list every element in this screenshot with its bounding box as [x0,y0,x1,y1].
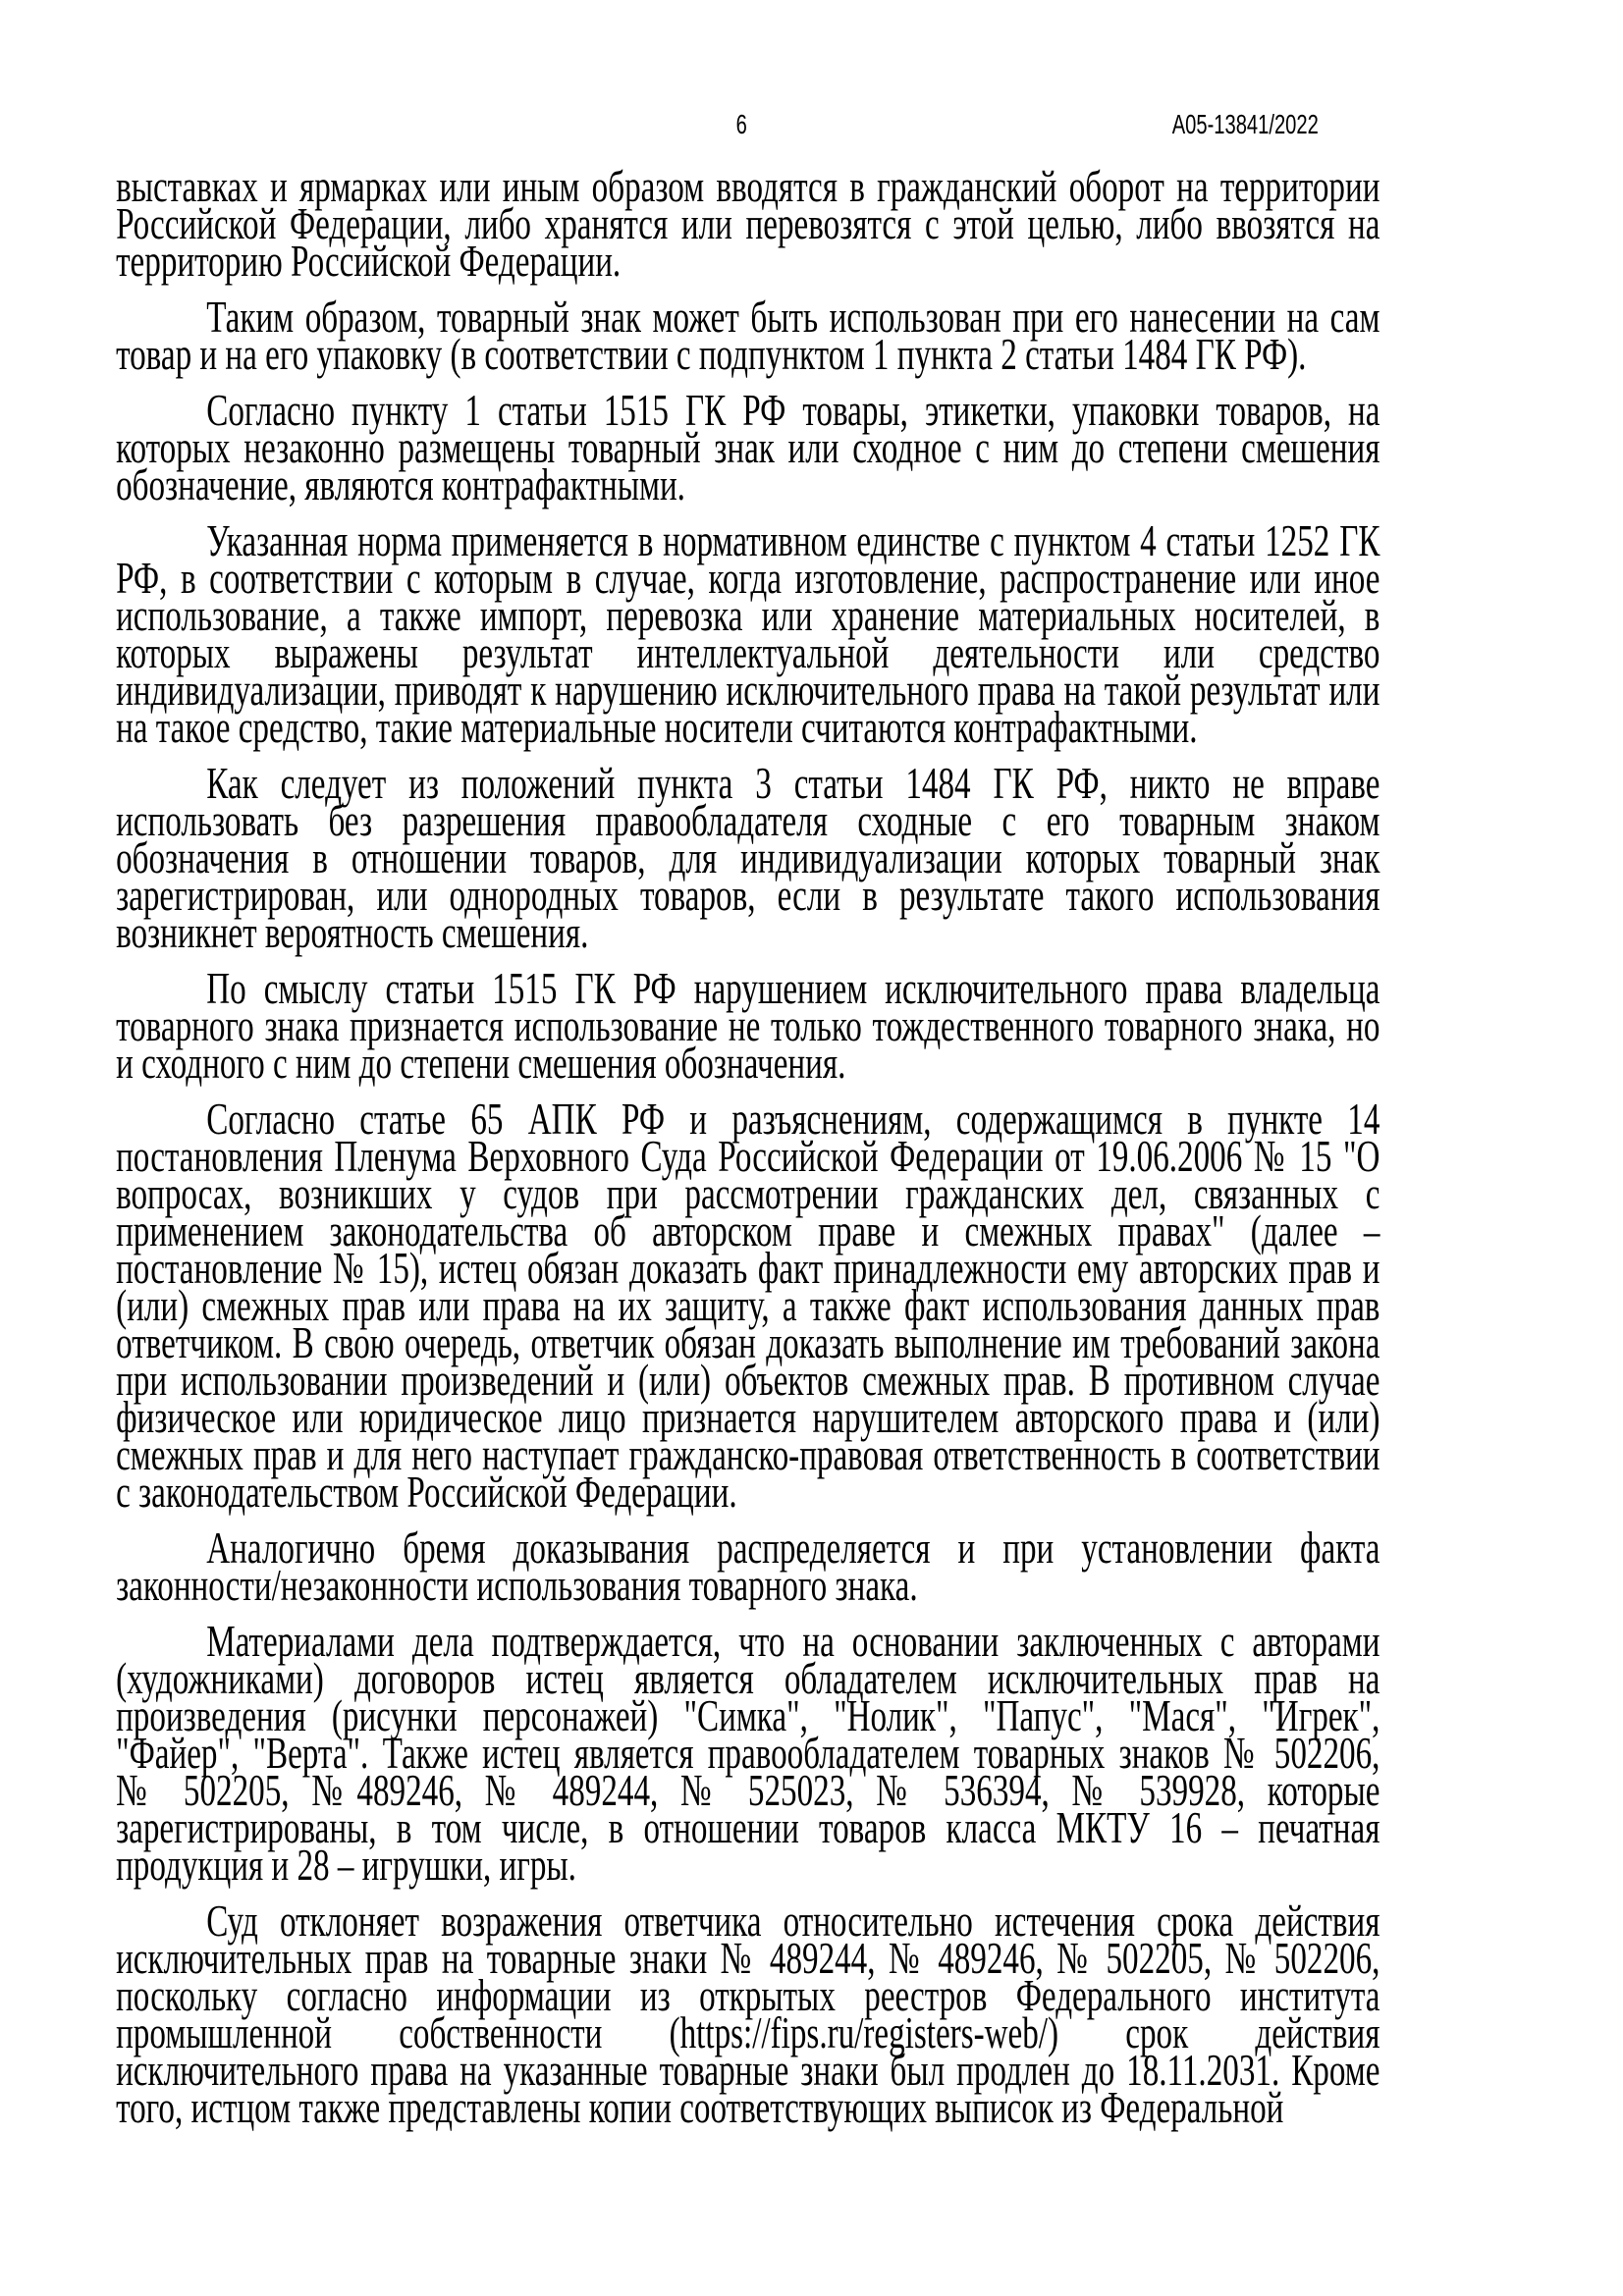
page-number: 6 [735,109,747,139]
paragraph: Аналогично бремя доказывания распределяется и при установлении факта законности/незаконности использования товарного знака. [116,1522,1380,1610]
case-number: А05-13841/2022 [1171,109,1319,139]
paragraph: Указанная норма применяется в нормативном единстве с пунктом 4 статьи 1252 ГК РФ, в соответствии с которым в случае, когда изготовление, распространение или иное использование, а также импорт, перевозка или хранение материальных носителей, в которых выражены результат интеллектуальной деятельности или средство индивидуализации, приводят к нарушению исключительного права на такой результат или на такое средство, такие материальные носители считаются контрафактными. [116,515,1380,752]
paragraph: Суд отклоняет возражения ответчика относительно истечения срока действия исключительных прав на товарные знаки № 489244, № 489246, № 502205, № 502206, поскольку согласно информации из открытых реестров Федерального института промышленной собственности (https://fips.ru/registers-web/) срок действия исключительного права на указанные товарные знаки был продлен до 18.11.2031. Кроме того, истцом также представлены копии соответствующих выписок из Федеральной [116,1896,1380,2132]
paragraph: По смыслу статьи 1515 ГК РФ нарушением исключительного права владельца товарного знака признается использование не только тождественного товарного знака, но и сходного с ним до степени смешения обозначения. [116,963,1380,1088]
page-header [116,111,1380,150]
paragraph: Согласно статье 65 АПК РФ и разъяснениям, содержащимся в пункте 14 постановления Пленума Верховного Суда Российской Федерации от 19.06.2006 № 15 "О вопросах, возникших у судов при рассмотрении гражданских дел, связанных с применением законодательства об авторском праве и смежных правах" (далее – постановление № 15), истец обязан доказать факт принадлежности ему авторских прав и (или) смежных прав или права на их защиту, а также факт использования данных прав ответчиком. В свою очередь, ответчик обязан доказать выполнение им требований закона при использовании произведений и (или) объектов смежных прав. В противном случае физическое или юридическое лицо признается нарушителем авторского права и (или) смежных прав и для него наступает гражданско-правовая ответственность в соответствии с законодательством Российской Федерации. [116,1094,1380,1517]
paragraph: выставках и ярмарках или иным образом вводятся в гражданский оборот на территории Российской Федерации, либо хранятся или перевозятся с этой целью, либо ввозятся на территорию Российской Федерации. [116,161,1380,286]
paragraph: Как следует из положений пункта 3 статьи 1484 ГК РФ, никто не вправе использовать без разрешения правообладателя сходные с его товарным знаком обозначения в отношении товаров, для индивидуализации которых товарный знак зарегистрирован, или однородных товаров, если в результате такого использования возникнет вероятность смешения. [116,758,1380,957]
document-body [116,161,1380,2132]
paragraph: Согласно пункту 1 статьи 1515 ГК РФ товары, этикетки, упаковки товаров, на которых незаконно размещены товарный знак или сходное с ним до степени смешения обозначение, являются контрафактными. [116,385,1380,509]
paragraph: Материалами дела подтверждается, что на основании заключенных с авторами (художниками) договоров истец является обладателем исключительных прав на произведения (рисунки персонажей) "Симка", "Нолик", "Папус", "Мася", "Игрек", "Файер", "Верта". Также истец является правообладателем товарных знаков № 502206, № 502205, №489246, № 489244, № 525023, № 536394, № 539928, которые зарегистрированы, в том числе, в отношении товаров класса МКТУ 16 – печатная продукция и 28 – игрушки, игры. [116,1616,1380,1890]
paragraph: Таким образом, товарный знак может быть использован при его нанесении на сам товар и на его упаковку (в соответствии с подпунктом 1 пункта 2 статьи 1484 ГК РФ). [116,292,1380,379]
